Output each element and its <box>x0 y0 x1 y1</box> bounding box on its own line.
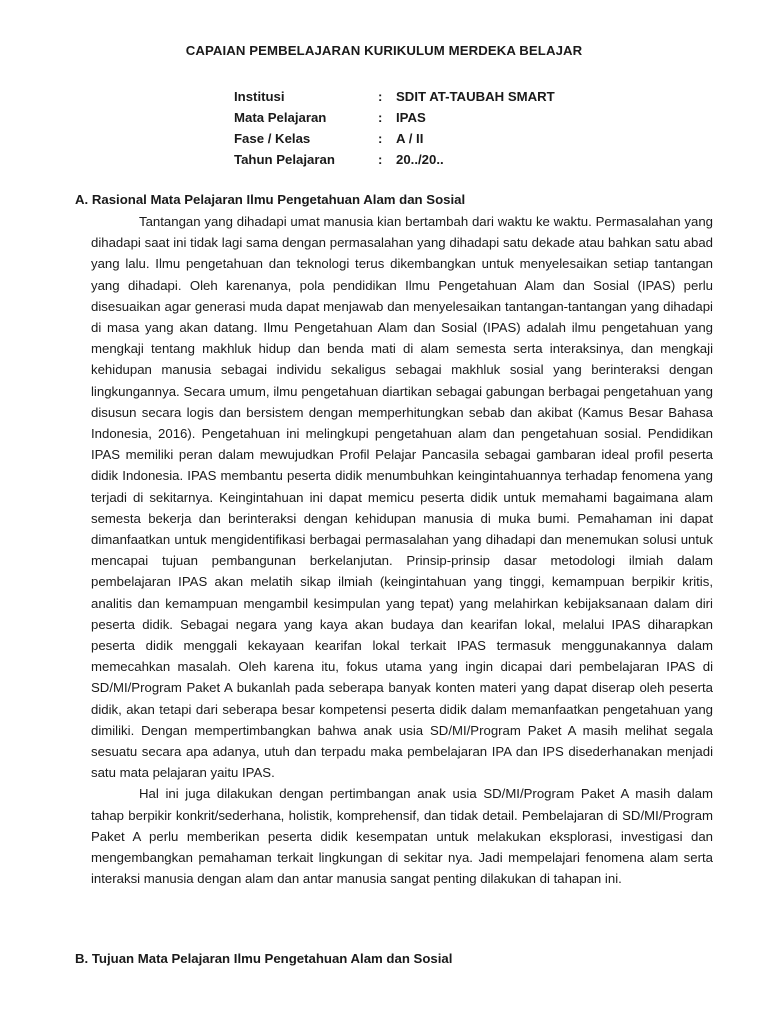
meta-value: SDIT AT-TAUBAH SMART <box>396 89 555 104</box>
meta-row-institusi <box>234 86 555 107</box>
meta-label: Institusi <box>234 89 285 104</box>
meta-label: Mata Pelajaran <box>234 110 327 125</box>
document-meta-table <box>234 86 555 170</box>
meta-value: A / II <box>396 131 424 146</box>
meta-label: Tahun Pelajaran <box>234 152 335 167</box>
meta-value: 20../20.. <box>396 152 444 167</box>
meta-colon: : <box>378 152 383 167</box>
meta-value: IPAS <box>396 110 426 125</box>
section-b-heading: B. Tujuan Mata Pelajaran Ilmu Pengetahuan Alam dan Sosial <box>75 951 453 966</box>
meta-colon: : <box>378 131 383 146</box>
meta-row-fase-kelas <box>234 128 555 149</box>
section-a-paragraph-1: Tantangan yang dihadapi umat manusia kian bertambah dari waktu ke waktu. Permasalahan yang dihadapi saat ini tidak lagi sama dengan permasalahan yang dihadapi satu dekade atau bahkan satu abad yang lalu. Ilmu pengetahuan dan teknologi terus dikembangkan untuk menyelesaikan setiap tantangan yang dihadapi. Oleh karenanya, pola pendidikan Ilmu Pengetahuan Alam dan Sosial (IPAS) perlu disesuaikan agar generasi muda dapat menjawab dan menyelesaikan tantangan-tantangan yang dihadapi di masa yang akan datang. Ilmu Pengetahuan Alam dan Sosial (IPAS) adalah ilmu pengetahuan yang mengkaji tentang makhluk hidup dan benda mati di alam semesta serta interaksinya, dan mengkaji kehidupan manusia sebagai individu sekaligus sebagai makhluk sosial yang berinteraksi dengan lingkungannya. Secara umum, ilmu pengetahuan diartikan sebagai gabungan berbagai pengetahuan yang disusun secara logis dan bersistem dengan memperhitungkan sebab dan akibat (Kamus Besar Bahasa Indonesia, 2016). Pengetahuan ini melingkupi pengetahuan alam dan pengetahuan sosial. Pendidikan IPAS memiliki peran dalam mewujudkan Profil Pelajar Pancasila sebagai gambaran ideal profil peserta didik Indonesia. IPAS membantu peserta didik menumbuhkan keingintahuannya terhadap fenomena yang terjadi di sekitarnya. Keingintahuan ini dapat memicu peserta didik untuk memahami bagaimana alam semesta bekerja dan berinteraksi dengan kehidupan manusia di muka bumi. Pemahaman ini dapat dimanfaatkan untuk mengidentifikasi berbagai permasalahan yang dihadapi dan menemukan solusi untuk mencapai tujuan pembangunan berkelanjutan. Prinsip-prinsip dasar metodologi ilmiah dalam pembelajaran IPAS akan melatih sikap ilmiah (keingintahuan yang tinggi, kemampuan berpikir kritis, analitis dan kemampuan mengambil kesimpulan yang tepat) yang melahirkan kebijaksanaan dalam diri peserta didik. Sebagai negara yang kaya akan budaya dan kearifan lokal, melalui IPAS diharapkan peserta didik menggali kekayaan kearifan lokal terkait IPAS termasuk menggunakannya dalam memecahkan masalah. Oleh karena itu, fokus utama yang ingin dicapai dari pembelajaran IPAS di SD/MI/Program Paket A bukanlah pada seberapa banyak konten materi yang dapat diserap oleh peserta didik, akan tetapi dari seberapa besar kompetensi peserta didik dalam memanfaatkan pengetahuan yang dimiliki. Dengan mempertimbangkan bahwa anak usia SD/MI/Program Paket A masih melihat segala sesuatu secara apa adanya, utuh dan terpadu maka pembelajaran IPA dan IPS disederhanakan menjadi satu mata pelajaran yaitu IPAS. <box>91 214 713 781</box>
meta-colon: : <box>378 110 383 125</box>
section-a-body <box>91 211 713 890</box>
section-a-paragraph-2: Hal ini juga dilakukan dengan pertimbangan anak usia SD/MI/Program Paket A masih dalam tahap berpikir konkrit/sederhana, holistik, komprehensif, dan tidak detail. Pembelajaran di SD/MI/Program Paket A perlu memberikan peserta didik kesempatan untuk melakukan eksplorasi, investigasi dan mengembangkan pemahaman terkait lingkungan di sekitar nya. Jadi mempelajari fenomena alam serta interaksi manusia dengan alam dan antar manusia sangat penting dilakukan di tahapan ini. <box>91 786 713 887</box>
meta-row-tahun-pelajaran <box>234 149 555 170</box>
section-a-heading: A. Rasional Mata Pelajaran Ilmu Pengetahuan Alam dan Sosial <box>75 192 466 207</box>
document-title: CAPAIAN PEMBELAJARAN KURIKULUM MERDEKA BELAJAR <box>185 43 583 58</box>
meta-colon: : <box>378 89 383 104</box>
meta-row-mata-pelajaran <box>234 107 555 128</box>
meta-label: Fase / Kelas <box>234 131 311 146</box>
